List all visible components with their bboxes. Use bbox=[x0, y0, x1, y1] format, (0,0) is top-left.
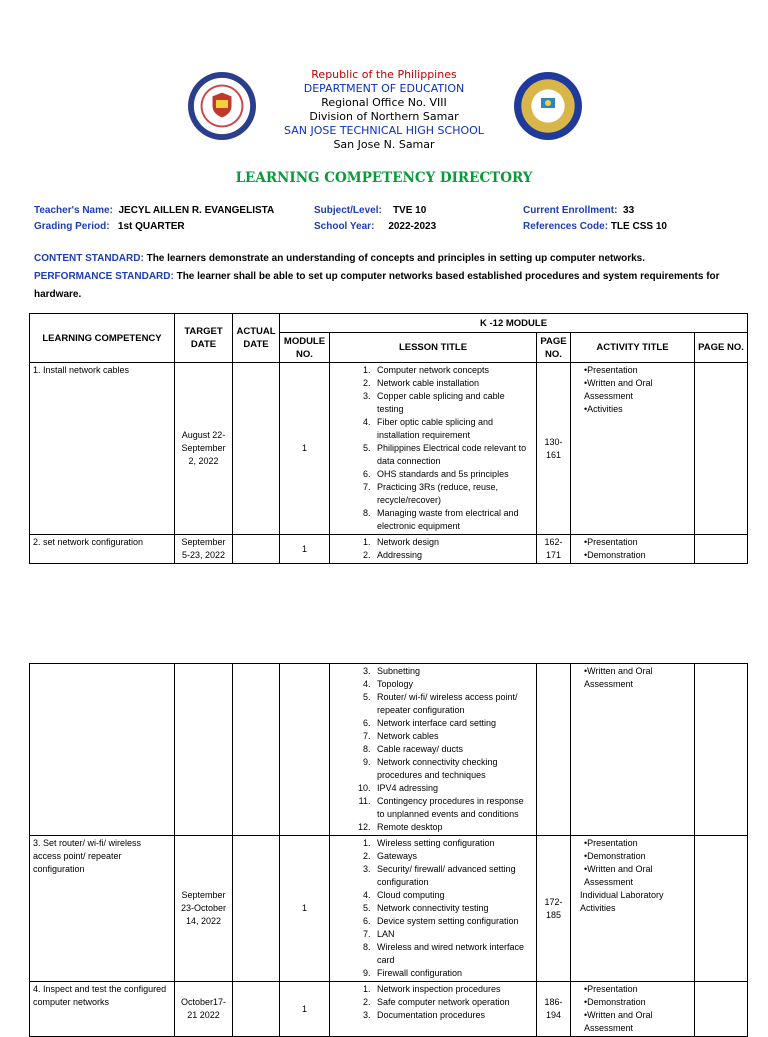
col-page-no: PAGE NO. bbox=[537, 333, 571, 363]
module-no-cell: 1 bbox=[280, 363, 330, 535]
actual-date-cell bbox=[233, 664, 280, 836]
activity-cell bbox=[571, 363, 695, 535]
activity-extra: Individual Laboratory Activities bbox=[580, 890, 664, 913]
lesson-item: 11. Contingency procedures in response to unplanned events and conditions bbox=[373, 795, 533, 821]
activity-item: • Activities bbox=[584, 403, 691, 416]
col-k12-module: K -12 MODULE bbox=[280, 314, 748, 333]
col-target-date: TARGET DATE bbox=[175, 314, 233, 363]
lesson-item: 4. Cloud computing bbox=[373, 889, 533, 902]
lesson-item: 9. Firewall configuration bbox=[373, 967, 533, 980]
module-no-cell: 1 bbox=[280, 535, 330, 564]
competency-cell: 1. Install network cables bbox=[30, 363, 175, 535]
page-no-cell: 186-194 bbox=[537, 982, 571, 1037]
table-row bbox=[30, 664, 748, 836]
teacher-label: Teacher's Name: bbox=[34, 205, 113, 216]
module-no-cell bbox=[280, 664, 330, 836]
lesson-list bbox=[333, 665, 533, 834]
lesson-item: 7. Practicing 3Rs (reduce, reuse, recycle/recover) bbox=[373, 481, 533, 507]
grading-value: 1st QUARTER bbox=[117, 221, 185, 232]
lesson-item: 4. Fiber optic cable splicing and installation requirement bbox=[373, 416, 533, 442]
activity-item: • Written and Oral Assessment bbox=[584, 377, 691, 403]
teacher-value: JECYL AILLEN R. EVANGELISTA bbox=[118, 205, 275, 216]
lesson-item: 6. Network interface card setting bbox=[373, 717, 533, 730]
actual-date-cell bbox=[233, 982, 280, 1037]
lesson-item: 6. OHS standards and 5s principles bbox=[373, 468, 533, 481]
lesson-item: 1. Computer network concepts bbox=[373, 364, 533, 377]
lesson-item: 2. Safe computer network operation bbox=[373, 996, 533, 1009]
lesson-cell bbox=[330, 664, 537, 836]
lesson-list bbox=[333, 837, 533, 980]
grading-info bbox=[34, 221, 185, 232]
header-region: Regional Office No. VIII bbox=[321, 96, 447, 109]
activity-list bbox=[574, 665, 691, 691]
header-department: DEPARTMENT OF EDUCATION bbox=[303, 82, 465, 95]
target-date-cell: September 23-October 14, 2022 bbox=[175, 836, 233, 982]
reference-info bbox=[523, 221, 667, 232]
content-standard-label: CONTENT STANDARD: bbox=[34, 253, 144, 264]
school-year-info bbox=[314, 221, 436, 232]
activity-list bbox=[574, 983, 691, 1035]
col-lesson-title: LESSON TITLE bbox=[330, 333, 537, 363]
school-year-label: School Year: bbox=[314, 221, 375, 232]
lesson-item: 5. Router/ wi-fi/ wireless access point/ repeater configuration bbox=[373, 691, 533, 717]
activity-item: • Presentation bbox=[584, 536, 691, 549]
activity-item: • Presentation bbox=[584, 364, 691, 377]
content-standard-text: The learners demonstrate an understanding of concepts and principles in setting up computer networks. bbox=[143, 253, 646, 264]
activity-cell bbox=[571, 836, 695, 982]
lesson-item: 8. Managing waste from electrical and electronic equipment bbox=[373, 507, 533, 533]
page-no-2-cell bbox=[695, 363, 748, 535]
actual-date-cell bbox=[233, 363, 280, 535]
lesson-item: 3. Security/ firewall/ advanced setting configuration bbox=[373, 863, 533, 889]
module-no-cell: 1 bbox=[280, 836, 330, 982]
subject-value: TVE 10 bbox=[392, 205, 427, 216]
lesson-cell bbox=[330, 982, 537, 1037]
lesson-item: 5. Network connectivity testing bbox=[373, 902, 533, 915]
lesson-item: 5. Philippines Electrical code relevant to data connection bbox=[373, 442, 533, 468]
lesson-list bbox=[333, 536, 533, 562]
enrollment-value: 33 bbox=[623, 205, 635, 216]
competency-cell bbox=[30, 664, 175, 836]
lesson-cell bbox=[330, 535, 537, 564]
table-row bbox=[30, 982, 748, 1037]
col-module-no: MODULE NO. bbox=[280, 333, 330, 363]
page-no-cell: 172-185 bbox=[537, 836, 571, 982]
page-no-2-cell bbox=[695, 982, 748, 1037]
performance-standard-text: The learner shall be able to set up computer networks based established procedures and system requirements for hardware. bbox=[34, 271, 720, 300]
module-no-cell: 1 bbox=[280, 982, 330, 1037]
activity-item: • Demonstration bbox=[584, 850, 691, 863]
activity-cell bbox=[571, 535, 695, 564]
teacher-info bbox=[34, 205, 274, 216]
table-row bbox=[30, 836, 748, 982]
document-title: LEARNING COMPETENCY DIRECTORY bbox=[235, 170, 533, 186]
enrollment-info bbox=[523, 205, 634, 216]
page-no-cell bbox=[537, 664, 571, 836]
page-no-2-cell bbox=[695, 535, 748, 564]
activity-cell bbox=[571, 982, 695, 1037]
activity-cell bbox=[571, 664, 695, 836]
actual-date-cell bbox=[233, 535, 280, 564]
activity-item: • Presentation bbox=[584, 837, 691, 850]
activity-list bbox=[574, 837, 691, 889]
col-actual-date: ACTUAL DATE bbox=[233, 314, 280, 363]
competency-table-continued bbox=[29, 663, 748, 1037]
target-date-cell: August 22- September 2, 2022 bbox=[175, 363, 233, 535]
lesson-item: 8. Wireless and wired network interface card bbox=[373, 941, 533, 967]
lesson-list bbox=[333, 983, 533, 1022]
activity-item: • Written and Oral Assessment bbox=[584, 1009, 691, 1035]
lesson-item: 1. Network inspection procedures bbox=[373, 983, 533, 996]
lesson-cell bbox=[330, 363, 537, 535]
page-no-cell: 130-161 bbox=[537, 363, 571, 535]
lesson-item: 9. Network connectivity checking procedures and techniques bbox=[373, 756, 533, 782]
activity-item: • Written and Oral Assessment bbox=[584, 863, 691, 889]
competency-cell: 4. Inspect and test the configured computer networks bbox=[30, 982, 175, 1037]
activity-item: • Demonstration bbox=[584, 996, 691, 1009]
target-date-cell bbox=[175, 664, 233, 836]
performance-standard-label: PERFORMANCE STANDARD: bbox=[34, 271, 174, 282]
lesson-item: 3. Subnetting bbox=[373, 665, 533, 678]
activity-list bbox=[574, 364, 691, 416]
lesson-list bbox=[333, 364, 533, 533]
page-no-2-cell bbox=[695, 664, 748, 836]
page-no-cell: 162-171 bbox=[537, 535, 571, 564]
activity-item: • Demonstration bbox=[584, 549, 691, 562]
competency-table bbox=[29, 313, 748, 564]
header-school: SAN JOSE TECHNICAL HIGH SCHOOL bbox=[284, 124, 484, 137]
subject-info bbox=[314, 205, 426, 216]
lesson-item: 12. Remote desktop bbox=[373, 821, 533, 834]
competency-cell: 2. set network configuration bbox=[30, 535, 175, 564]
reference-label: References Code: bbox=[523, 221, 609, 232]
table-row bbox=[30, 535, 748, 564]
col-competency: LEARNING COMPETENCY bbox=[30, 314, 175, 363]
activity-list bbox=[574, 536, 691, 562]
lesson-item: 7. LAN bbox=[373, 928, 533, 941]
content-standard bbox=[34, 250, 734, 268]
header-division: Division of Northern Samar bbox=[309, 110, 459, 123]
lesson-item: 7. Network cables bbox=[373, 730, 533, 743]
target-date-cell: October17-21 2022 bbox=[175, 982, 233, 1037]
subject-label: Subject/Level: bbox=[314, 205, 382, 216]
lesson-item: 2. Network cable installation bbox=[373, 377, 533, 390]
performance-standard bbox=[34, 268, 734, 304]
enrollment-label: Current Enrollment: bbox=[523, 205, 618, 216]
lesson-item: 1. Network design bbox=[373, 536, 533, 549]
actual-date-cell bbox=[233, 836, 280, 982]
lesson-item: 3. Copper cable splicing and cable testing bbox=[373, 390, 533, 416]
header-location: San Jose N. Samar bbox=[333, 138, 435, 151]
school-year-value: 2022-2023 bbox=[388, 221, 437, 232]
activity-item: • Presentation bbox=[584, 983, 691, 996]
lesson-item: 1. Wireless setting configuration bbox=[373, 837, 533, 850]
col-page-no-2: PAGE NO. bbox=[695, 333, 748, 363]
page-no-2-cell bbox=[695, 836, 748, 982]
target-date-cell: September 5-23, 2022 bbox=[175, 535, 233, 564]
lesson-item: 2. Gateways bbox=[373, 850, 533, 863]
col-activity-title: ACTIVITY TITLE bbox=[571, 333, 695, 363]
lesson-item: 8. Cable raceway/ ducts bbox=[373, 743, 533, 756]
lesson-item: 4. Topology bbox=[373, 678, 533, 691]
lesson-item: 6. Device system setting configuration bbox=[373, 915, 533, 928]
grading-label: Grading Period: bbox=[34, 221, 110, 232]
header-republic: Republic of the Philippines bbox=[311, 68, 457, 81]
lesson-item: 10. IPV4 adressing bbox=[373, 782, 533, 795]
lesson-cell bbox=[330, 836, 537, 982]
page-two bbox=[0, 660, 768, 1033]
reference-value: TLE CSS 10 bbox=[610, 221, 667, 232]
activity-item: • Written and Oral Assessment bbox=[584, 665, 691, 691]
competency-cell: 3. Set router/ wi-fi/ wireless access point/ repeater configuration bbox=[30, 836, 175, 982]
table-row bbox=[30, 363, 748, 535]
lesson-item: 3. Documentation procedures bbox=[373, 1009, 533, 1022]
lesson-item: 2. Addressing bbox=[373, 549, 533, 562]
